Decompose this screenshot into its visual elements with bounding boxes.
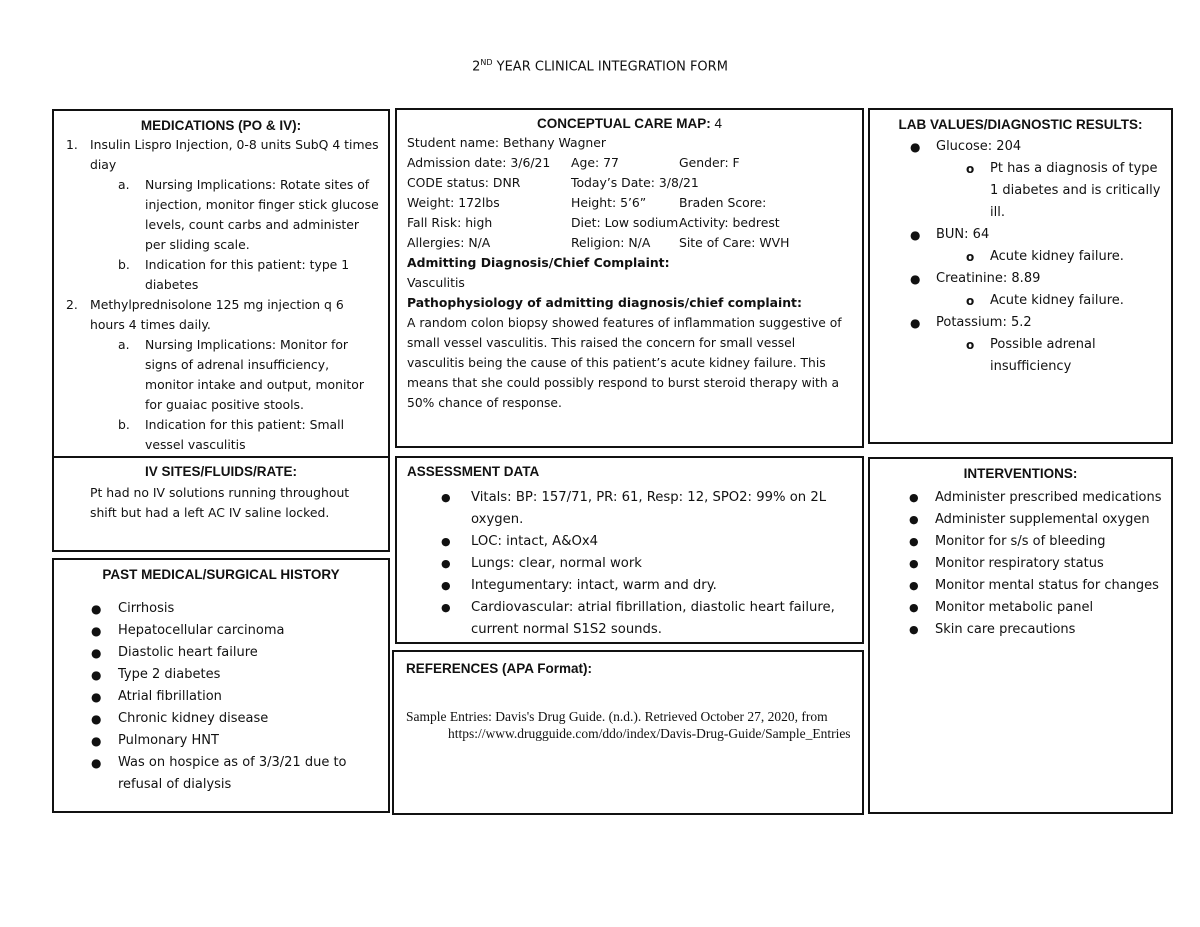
list-item: ● Diastolic heart failure [62, 642, 380, 664]
assessment-list [407, 487, 852, 641]
bullet-icon: ● [910, 140, 921, 154]
diagnosis-value: Vasculitis [407, 275, 465, 290]
past-medical-history-box [52, 558, 390, 813]
assessment-title: ASSESSMENT DATA [407, 464, 540, 479]
interventions-list [878, 487, 1163, 641]
circle-bullet-icon: o [966, 338, 975, 352]
list-item: ● Integumentary: intact, warm and dry. [407, 575, 852, 597]
interventions-title: INTERVENTIONS: [963, 466, 1078, 481]
lab-note: o Pt has a diagnosis of type 1 diabetes and is critically ill. [878, 158, 1163, 224]
list-item: ● Monitor metabolic panel [878, 597, 1163, 619]
bullet-icon: ● [441, 579, 451, 592]
medications-list [62, 135, 380, 455]
medication-item: 2. Methylprednisolone 125 mg injection q 6 hours 4 times daily. [66, 297, 344, 332]
list-item: ● Chronic kidney disease [62, 708, 380, 730]
list-item: ● Monitor for s/s of bleeding [878, 531, 1163, 553]
care-map-row: Allergies: N/A Religion: N/A Site of Care: WVH [407, 235, 790, 250]
bullet-icon: ● [909, 601, 919, 614]
list-item: ● Type 2 diabetes [62, 664, 380, 686]
bullet-icon: ● [909, 557, 919, 570]
diagnosis-label: Admitting Diagnosis/Chief Complaint: [407, 255, 670, 270]
page-title: 2ND YEAR CLINICAL INTEGRATION FORM [472, 58, 728, 75]
bullet-icon: ● [91, 734, 102, 748]
care-map-title: CONCEPTUAL CARE MAP: 4 [536, 116, 723, 131]
bullet-icon: ● [91, 690, 102, 704]
interventions-box [868, 457, 1173, 814]
care-map-row: Weight: 172lbs Height: 5’6” Braden Score: [407, 195, 767, 210]
list-item: ● Monitor respiratory status [878, 553, 1163, 575]
references-title: REFERENCES (APA Format): [406, 661, 593, 676]
lab-note: o Possible adrenal insufficiency [878, 334, 1163, 378]
list-item: ● Glucose: 204 [878, 136, 1163, 158]
iv-sites-title: IV SITES/FLUIDS/RATE: [144, 464, 297, 479]
lab-note: o Acute kidney failure. [878, 290, 1163, 312]
past-medical-history-title: PAST MEDICAL/SURGICAL HISTORY [102, 567, 340, 582]
bullet-icon: ● [441, 491, 451, 504]
care-map-row: Admission date: 3/6/21 Age: 77 Gender: F [407, 155, 740, 170]
care-map-box [395, 108, 864, 448]
medication-sub-item: a. Nursing Implications: Monitor for signs of adrenal insufficiency, monitor intake and output, monitor for guaiac positive stools. [118, 337, 364, 412]
pathophysiology-label: Pathophysiology of admitting diagnosis/chief complaint: [407, 295, 802, 310]
bullet-icon: ● [441, 601, 451, 614]
list-item: ● Atrial fibrillation [62, 686, 380, 708]
care-map-row: CODE status: DNR Today’s Date: 3/8/21 [407, 175, 699, 190]
care-map-row: Fall Risk: high Diet: Low sodium Activity: bedrest [407, 215, 780, 230]
list-item: ● Creatinine: 8.89 [878, 268, 1163, 290]
reference-entry: Sample Entries: Davis's Drug Guide. (n.d.). Retrieved October 27, 2020, from https://www.drugguide.com/ddo/index/Davis-Drug-Guide/Sample_Entries [406, 709, 851, 741]
bullet-icon: ● [91, 624, 102, 638]
student-name: Student name: Bethany Wagner [407, 135, 607, 150]
list-item: ● Monitor mental status for changes [878, 575, 1163, 597]
bullet-icon: ● [91, 668, 102, 682]
list-item: ● Cirrhosis [62, 598, 380, 620]
bullet-icon: ● [91, 602, 102, 616]
list-item: ● Hepatocellular carcinoma [62, 620, 380, 642]
iv-sites-box [52, 456, 390, 552]
medications-title: MEDICATIONS (PO & IV): [140, 118, 302, 133]
medication-sub-item: b. Indication for this patient: Small vessel vasculitis [118, 417, 345, 452]
bullet-icon: ● [909, 491, 919, 504]
bullet-icon: ● [910, 228, 921, 242]
circle-bullet-icon: o [966, 294, 975, 308]
list-item: ● Potassium: 5.2 [878, 312, 1163, 334]
bullet-icon: ● [441, 535, 451, 548]
references-box [392, 650, 864, 815]
bullet-icon: ● [909, 623, 919, 636]
lab-values-box [868, 108, 1173, 444]
assessment-box [395, 456, 864, 644]
list-item: ● Pulmonary HNT [62, 730, 380, 752]
list-item: ● Administer prescribed medications [878, 487, 1163, 509]
medication-item: 1. Insulin Lispro Injection, 0-8 units SubQ 4 times diay [66, 137, 379, 172]
lab-values-title: LAB VALUES/DIAGNOSTIC RESULTS: [898, 117, 1143, 132]
past-medical-history-list [62, 598, 380, 796]
circle-bullet-icon: o [966, 162, 975, 176]
bullet-icon: ● [441, 557, 451, 570]
list-item: ● Lungs: clear, normal work [407, 553, 852, 575]
bullet-icon: ● [91, 646, 102, 660]
bullet-icon: ● [909, 579, 919, 592]
list-item: ● Administer supplemental oxygen [878, 509, 1163, 531]
bullet-icon: ● [910, 272, 921, 286]
bullet-icon: ● [91, 712, 102, 726]
bullet-icon: ● [909, 513, 919, 526]
iv-sites-text: Pt had no IV solutions running throughout shift but had a left AC IV saline locked. [90, 485, 350, 520]
bullet-icon: ● [910, 316, 921, 330]
list-item: ● Skin care precautions [878, 619, 1163, 641]
list-item: ● Cardiovascular: atrial fibrillation, diastolic heart failure, current normal S1S2 sounds. [407, 597, 852, 641]
list-item: ● BUN: 64 [878, 224, 1163, 246]
bullet-icon: ● [91, 756, 102, 770]
pathophysiology-text: A random colon biopsy showed features of inflammation suggestive of small vessel vasculitis. This raised the concern for small vessel vasculitis being the cause of this patient’s acute kidney failure. This means that she could possibly respond to burst steroid therapy with a 50% chance of response. [407, 316, 842, 410]
lab-values-list [878, 136, 1163, 378]
list-item: ● Was on hospice as of 3/3/21 due to refusal of dialysis [62, 752, 380, 796]
circle-bullet-icon: o [966, 250, 975, 264]
medication-sub-item: a. Nursing Implications: Rotate sites of injection, monitor finger stick glucose levels, count carbs and administer per sliding scale. [118, 177, 379, 252]
medication-sub-item: b. Indication for this patient: type 1 diabetes [118, 257, 350, 292]
list-item: ● Vitals: BP: 157/71, PR: 61, Resp: 12, SPO2: 99% on 2L oxygen. [407, 487, 852, 531]
lab-note: o Acute kidney failure. [878, 246, 1163, 268]
bullet-icon: ● [909, 535, 919, 548]
list-item: ● LOC: intact, A&Ox4 [407, 531, 852, 553]
medications-box [52, 109, 390, 458]
